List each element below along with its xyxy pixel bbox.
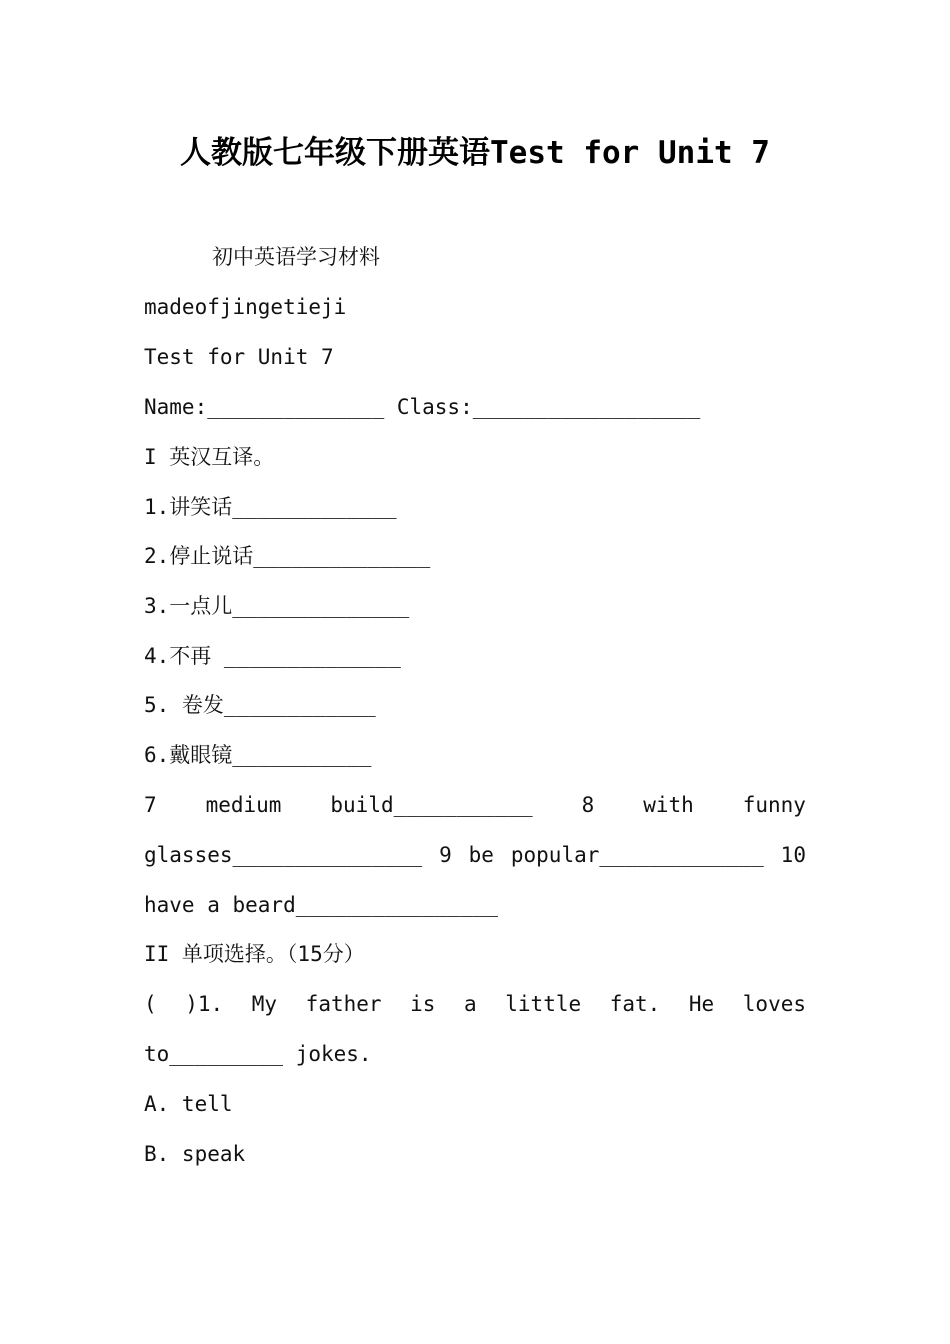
word: a xyxy=(464,992,477,1016)
question-line: to_________ jokes. xyxy=(144,1042,372,1066)
subtitle-line: 初中英语学习材料 xyxy=(212,245,380,269)
word: 8 xyxy=(581,793,595,817)
word: with xyxy=(643,793,694,817)
word: 7 xyxy=(144,793,157,817)
section-heading: I 英汉互译。 xyxy=(144,445,275,469)
exercise-row: have a beard________________ xyxy=(144,893,499,917)
word: 9 xyxy=(439,843,452,867)
word: medium xyxy=(205,793,282,817)
section-heading: II 单项选择。（15分） xyxy=(144,942,365,966)
name-class-line: Name:______________ Class:__________________ xyxy=(144,395,701,419)
word: is xyxy=(410,992,436,1016)
exercise-row xyxy=(144,780,806,830)
document-title: 人教版七年级下册英语Test for Unit 7 xyxy=(180,135,770,171)
exercise-item: 2.停止说话______________ xyxy=(144,544,431,568)
question-line xyxy=(144,979,806,1029)
exercise-item: 5. 卷发____________ xyxy=(144,693,376,717)
word: loves xyxy=(742,992,806,1016)
word: ( xyxy=(144,992,157,1016)
word: )1. xyxy=(185,992,224,1016)
word: funny xyxy=(742,793,806,817)
word: He xyxy=(688,992,715,1016)
word: 10 xyxy=(780,843,806,867)
word: My xyxy=(251,992,278,1016)
word: glasses_______________ xyxy=(144,843,423,867)
word: father xyxy=(305,992,382,1016)
exercise-item: 6.戴眼镜___________ xyxy=(144,743,372,767)
word: popular_____________ xyxy=(510,843,764,867)
word: be xyxy=(468,843,494,867)
option-b: B. speak xyxy=(144,1142,246,1166)
text-line: Test for Unit 7 xyxy=(144,345,334,369)
exercise-item: 3.一点儿______________ xyxy=(144,594,410,618)
word: fat. xyxy=(609,992,661,1016)
word: little xyxy=(505,992,582,1016)
exercise-item: 1.讲笑话_____________ xyxy=(144,495,397,519)
exercise-row xyxy=(144,830,806,880)
exercise-item: 4.不再 ______________ xyxy=(144,644,401,668)
option-a: A. tell xyxy=(144,1092,233,1116)
word: build___________ xyxy=(330,793,533,817)
text-line: madeofjingetieji xyxy=(144,295,347,319)
